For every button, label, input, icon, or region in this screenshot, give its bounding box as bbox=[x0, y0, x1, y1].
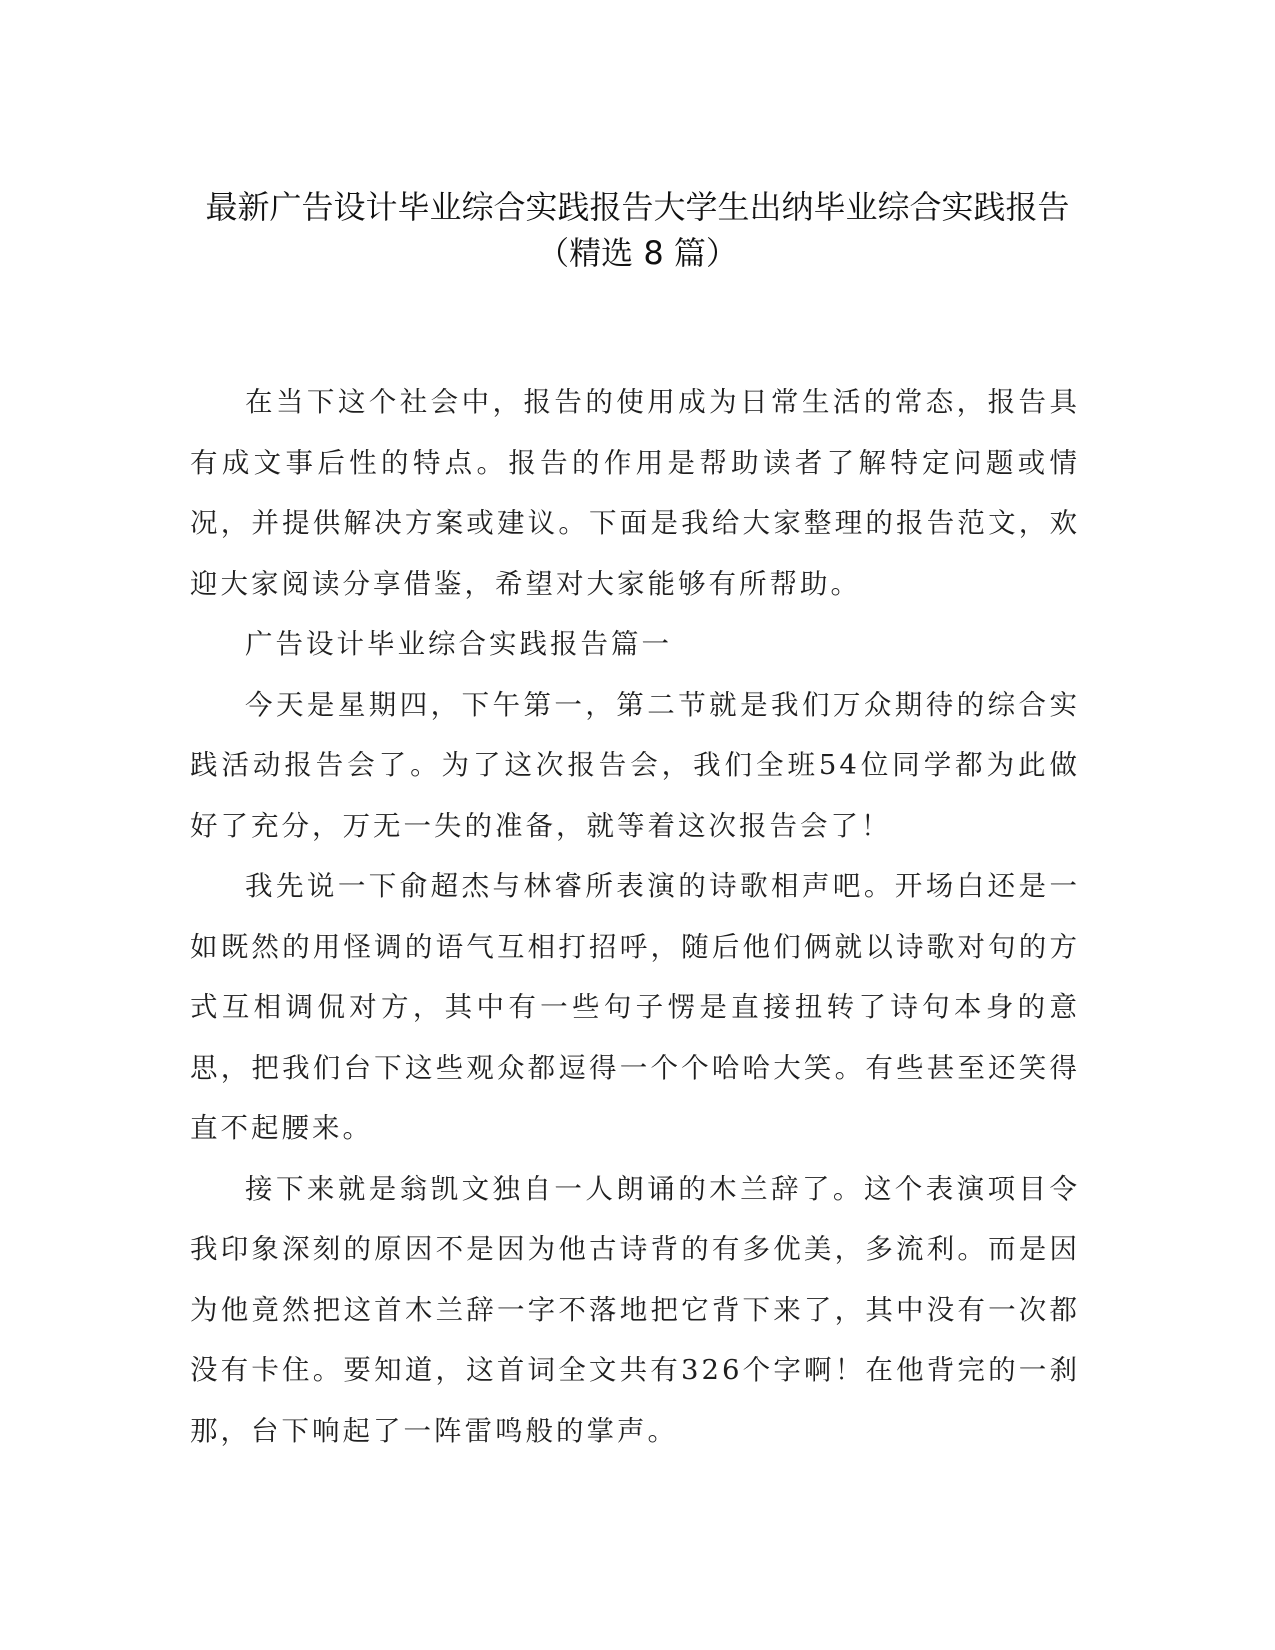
intro-paragraph: 在当下这个社会中，报告的使用成为日常生活的常态，报告具有成文事后性的特点。报告的作用是帮助读者了解特定问题或情况，并提供解决方案或建议。下面是我给大家整理的报告范文，欢迎大家阅读分享借鉴，希望对大家能够有所帮助。 bbox=[190, 386, 1080, 600]
title-line-1: 最新广告设计毕业综合实践报告大学生出纳毕业综合实践报告 bbox=[205, 188, 1070, 226]
body-paragraph: 我先说一下俞超杰与林睿所表演的诗歌相声吧。开场白还是一如既然的用怪调的语气互相打招呼，随后他们俩就以诗歌对句的方式互相调侃对方，其中有一些句子愣是直接扭转了诗句本身的意思，把我们台下这些观众都逗得一个个哈哈大笑。有些甚至还笑得直不起腰来。 bbox=[190, 870, 1080, 1144]
title-line-2: （精选 8 篇） bbox=[537, 234, 738, 272]
section-heading: 广告设计毕业综合实践报告篇一 bbox=[245, 628, 672, 660]
document-title bbox=[150, 184, 1125, 276]
body-paragraph: 接下来就是翁凯文独自一人朗诵的木兰辞了。这个表演项目令我印象深刻的原因不是因为他古诗背的有多优美，多流利。而是因为他竟然把这首木兰辞一字不落地把它背下来了，其中没有一次都没有卡住。要知道，这首词全文共有326个字啊！在他背完的一刹那，台下响起了一阵雷鸣般的掌声。 bbox=[190, 1172, 1080, 1447]
body-paragraph: 今天是星期四，下午第一，第二节就是我们万众期待的综合实践活动报告会了。为了这次报告会，我们全班54位同学都为此做好了充分，万无一失的准备，就等着这次报告会了！ bbox=[190, 688, 1080, 842]
document-body bbox=[190, 372, 1080, 1461]
